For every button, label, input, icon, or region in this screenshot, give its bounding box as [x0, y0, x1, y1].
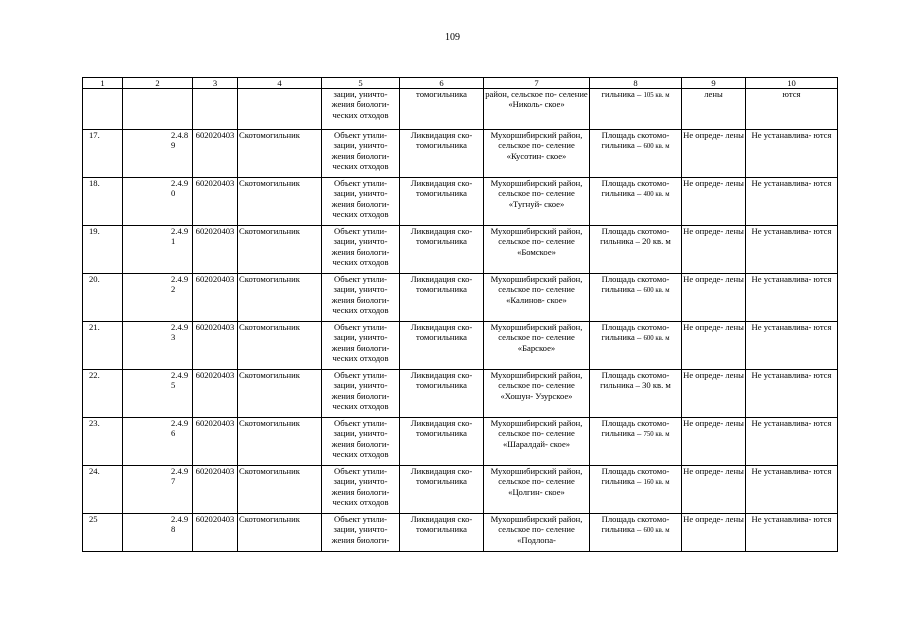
area-text: гильника – — [601, 89, 644, 99]
header-cell: 3 — [193, 78, 238, 89]
header-cell: 4 — [238, 78, 322, 89]
area-text: Площадь скотомо- гильника – — [601, 466, 670, 487]
cell-deadline: Не опреде- лены — [682, 130, 746, 178]
cell-measure: Ликвидация ско- томогильника — [400, 466, 484, 514]
cell-okved — [193, 89, 238, 130]
cell-area — [590, 466, 682, 514]
cell-number: 17. — [83, 130, 123, 178]
area-text: Площадь скотомо- гильника – — [601, 274, 670, 295]
cell-okved: 602020403 — [193, 130, 238, 178]
cell-deadline: Не опреде- лены — [682, 418, 746, 466]
header-cell: 8 — [590, 78, 682, 89]
cell-location: Мухоршибирский район, сельское по- селение «Цолгин- ское» — [484, 466, 590, 514]
cell-area — [590, 370, 682, 418]
objects-table — [82, 77, 838, 552]
area-text: Площадь скотомо- гильника – 20 кв. м — [600, 226, 671, 247]
cell-type: Скотомогильник — [238, 178, 322, 226]
cell-purpose: Объект утили- зации, уничто- жения биологи- ческих отходов — [322, 370, 400, 418]
continuation-row — [83, 89, 838, 130]
area-value: 600 кв. м — [643, 335, 670, 343]
area-text: Площадь скотомо- гильника – — [601, 418, 670, 439]
cell-number — [83, 89, 123, 130]
cell-okved: 602020403 — [193, 274, 238, 322]
cell-zone: ются — [746, 89, 838, 130]
cell-number: 19. — [83, 226, 123, 274]
cell-code: 2.4.98 — [123, 514, 193, 552]
header-cell: 2 — [123, 78, 193, 89]
table-row — [83, 226, 838, 274]
cell-type: Скотомогильник — [238, 418, 322, 466]
cell-okved: 602020403 — [193, 514, 238, 552]
cell-deadline: лены — [682, 89, 746, 130]
cell-deadline: Не опреде- лены — [682, 370, 746, 418]
cell-number: 22. — [83, 370, 123, 418]
header-cell: 7 — [484, 78, 590, 89]
area-text: Площадь скотомо- гильника – — [601, 130, 670, 151]
cell-code: 2.4.89 — [123, 130, 193, 178]
cell-area — [590, 514, 682, 552]
table-row — [83, 466, 838, 514]
cell-code: 2.4.97 — [123, 466, 193, 514]
cell-code: 2.4.91 — [123, 226, 193, 274]
cell-measure: Ликвидация ско- томогильника — [400, 514, 484, 552]
area-value: 400 кв. м — [643, 191, 670, 199]
cell-okved: 602020403 — [193, 418, 238, 466]
cell-deadline: Не опреде- лены — [682, 514, 746, 552]
cell-code: 2.4.96 — [123, 418, 193, 466]
header-cell: 6 — [400, 78, 484, 89]
cell-deadline: Не опреде- лены — [682, 466, 746, 514]
header-cell: 1 — [83, 78, 123, 89]
cell-zone: Не устанавлива- ются — [746, 130, 838, 178]
table-row — [83, 178, 838, 226]
cell-purpose: Объект утили- зации, уничто- жения биологи- ческих отходов — [322, 466, 400, 514]
table-row — [83, 418, 838, 466]
cell-zone: Не устанавлива- ются — [746, 274, 838, 322]
header-cell: 5 — [322, 78, 400, 89]
cell-deadline: Не опреде- лены — [682, 178, 746, 226]
cell-measure: Ликвидация ско- томогильника — [400, 178, 484, 226]
area-value: 600 кв. м — [643, 287, 670, 295]
cell-purpose: Объект утили- зации, уничто- жения биологи- ческих отходов — [322, 130, 400, 178]
cell-zone: Не устанавлива- ются — [746, 322, 838, 370]
cell-deadline: Не опреде- лены — [682, 274, 746, 322]
cell-type: Скотомогильник — [238, 130, 322, 178]
table-row — [83, 514, 838, 552]
cell-purpose: Объект утили- зации, уничто- жения биологи- ческих отходов — [322, 274, 400, 322]
cell-number: 21. — [83, 322, 123, 370]
cell-deadline: Не опреде- лены — [682, 226, 746, 274]
cell-location: Мухоршибирский район, сельское по- селение «Барское» — [484, 322, 590, 370]
table-row — [83, 130, 838, 178]
cell-type: Скотомогильник — [238, 226, 322, 274]
header-row — [83, 78, 838, 89]
cell-okved: 602020403 — [193, 178, 238, 226]
cell-purpose: Объект утили- зации, уничто- жения биологи- — [322, 514, 400, 552]
cell-purpose: Объект утили- зации, уничто- жения биологи- ческих отходов — [322, 322, 400, 370]
area-value: 105 кв. м — [643, 92, 670, 99]
cell-zone: Не устанавлива- ются — [746, 370, 838, 418]
cell-measure: томогильника — [400, 89, 484, 130]
cell-type: Скотомогильник — [238, 274, 322, 322]
cell-number: 23. — [83, 418, 123, 466]
cell-measure: Ликвидация ско- томогильника — [400, 322, 484, 370]
cell-type: Скотомогильник — [238, 514, 322, 552]
cell-number: 25 — [83, 514, 123, 552]
cell-area — [590, 322, 682, 370]
cell-area — [590, 418, 682, 466]
cell-location: Мухоршибирский район, сельское по- селение «Калинов- ское» — [484, 274, 590, 322]
area-value: 750 кв. м — [643, 431, 670, 439]
cell-okved: 602020403 — [193, 226, 238, 274]
cell-code: 2.4.93 — [123, 322, 193, 370]
cell-code — [123, 89, 193, 130]
area-text: Площадь скотомо- гильника – — [601, 178, 670, 199]
header-cell: 10 — [746, 78, 838, 89]
cell-purpose: Объект утили- зации, уничто- жения биологи- ческих отходов — [322, 178, 400, 226]
area-text: Площадь скотомо- гильника – — [601, 322, 670, 343]
cell-zone: Не устанавлива- ются — [746, 418, 838, 466]
cell-measure: Ликвидация ско- томогильника — [400, 274, 484, 322]
cell-code: 2.4.90 — [123, 178, 193, 226]
cell-okved: 602020403 — [193, 370, 238, 418]
cell-purpose: Объект утили- зации, уничто- жения биологи- ческих отходов — [322, 226, 400, 274]
cell-type: Скотомогильник — [238, 322, 322, 370]
area-value: 160 кв. м — [643, 479, 670, 487]
cell-type: Скотомогильник — [238, 466, 322, 514]
area-text: Площадь скотомо- гильника – 30 кв. м — [600, 370, 671, 391]
cell-type — [238, 89, 322, 130]
cell-code: 2.4.95 — [123, 370, 193, 418]
cell-deadline: Не опреде- лены — [682, 322, 746, 370]
cell-area — [590, 274, 682, 322]
cell-area — [590, 178, 682, 226]
cell-zone: Не устанавлива- ются — [746, 514, 838, 552]
cell-location: Мухоршибирский район, сельское по- селение «Бомское» — [484, 226, 590, 274]
cell-zone: Не устанавлива- ются — [746, 466, 838, 514]
cell-area — [590, 226, 682, 274]
area-value: 600 кв. м — [643, 143, 670, 151]
page-number: 109 — [445, 32, 460, 43]
area-value: 600 кв. м — [643, 527, 670, 535]
cell-measure: Ликвидация ско- томогильника — [400, 130, 484, 178]
cell-zone: Не устанавлива- ются — [746, 178, 838, 226]
area-text: Площадь скотомо- гильника – — [601, 514, 670, 535]
cell-number: 18. — [83, 178, 123, 226]
cell-area — [590, 130, 682, 178]
cell-okved: 602020403 — [193, 322, 238, 370]
cell-okved: 602020403 — [193, 466, 238, 514]
table-row — [83, 274, 838, 322]
table-row — [83, 370, 838, 418]
cell-location: Мухоршибирский район, сельское по- селение «Шаралдай- ское» — [484, 418, 590, 466]
cell-location: Мухоршибирский район, сельское по- селение «Тугнуй- ское» — [484, 178, 590, 226]
cell-purpose: Объект утили- зации, уничто- жения биологи- ческих отходов — [322, 418, 400, 466]
cell-type: Скотомогильник — [238, 370, 322, 418]
cell-measure: Ликвидация ско- томогильника — [400, 418, 484, 466]
cell-number: 20. — [83, 274, 123, 322]
header-cell: 9 — [682, 78, 746, 89]
cell-location: Мухоршибирский район, сельское по- селение «Подлопа- — [484, 514, 590, 552]
cell-purpose: зации, уничто- жения биологи- ческих отходов — [322, 89, 400, 130]
cell-location: Мухоршибирский район, сельское по- селение «Кусотин- ское» — [484, 130, 590, 178]
cell-code: 2.4.92 — [123, 274, 193, 322]
cell-area — [590, 89, 682, 130]
cell-location: Мухоршибирский район, сельское по- селение «Хошун- Узурское» — [484, 370, 590, 418]
cell-number: 24. — [83, 466, 123, 514]
cell-location: район, сельское по- селение «Николь- ское» — [484, 89, 590, 130]
table-row — [83, 322, 838, 370]
cell-measure: Ликвидация ско- томогильника — [400, 370, 484, 418]
cell-zone: Не устанавлива- ются — [746, 226, 838, 274]
cell-measure: Ликвидация ско- томогильника — [400, 226, 484, 274]
